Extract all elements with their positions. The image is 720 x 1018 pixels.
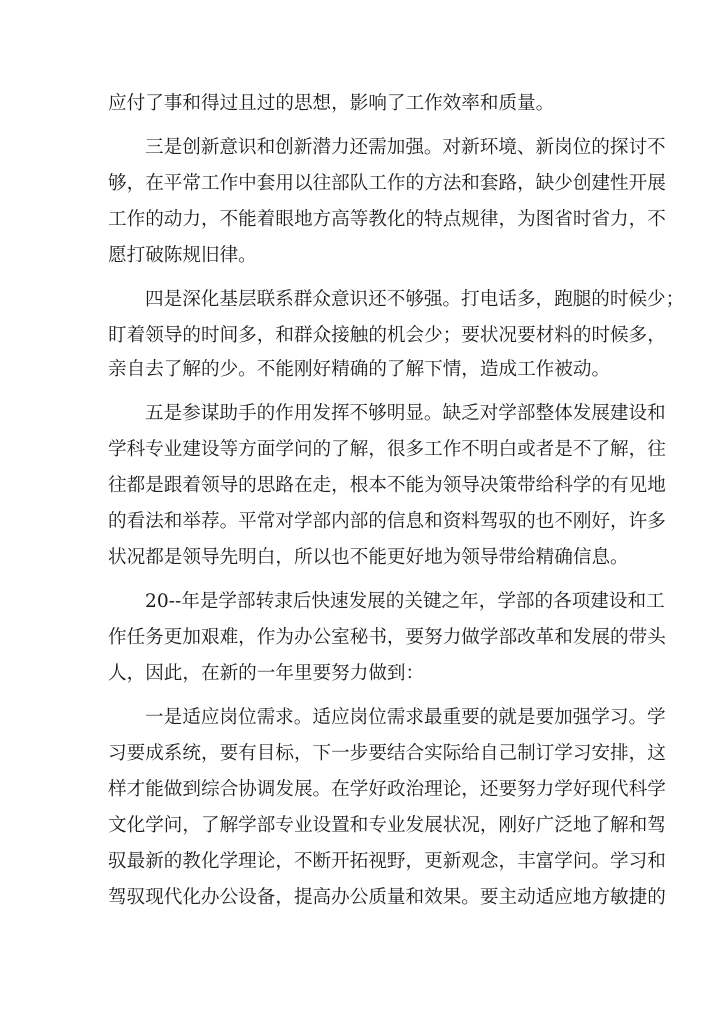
text-line: 作任务更加艰难，作为办公室秘书，要努力做学部改革和发展的带头 (108, 627, 666, 648)
text-line: 愿打破陈规旧律。 (108, 245, 257, 266)
text-line: 状况都是领导先明白，所以也不能更好地为领导带给精确信息。 (108, 547, 629, 568)
text-line: 文化学问，了解学部专业设置和专业发展状况，刚好广泛地了解和驾 (108, 815, 666, 836)
text-line: 亲自去了解的少。不能刚好精确的了解下情，造成工作被动。 (108, 359, 611, 380)
text-line: 样才能做到综合协调发展。在学好政治理论，还要努力学好现代科学 (108, 779, 666, 800)
text-line: 往都是跟着领导的思路在走，根本不能为领导决策带给科学的有见地 (108, 475, 666, 496)
text-line: 应付了事和得过且过的思想，影响了工作效率和质量。 (108, 93, 555, 114)
text-line: 够，在平常工作中套用以往部队工作的方法和套路，缺少创建性开展 (108, 173, 666, 194)
text-line: 的看法和举荐。平常对学部内部的信息和资料驾驭的也不刚好，许多 (108, 511, 666, 532)
paragraph-start-line: 四是深化基层联系群众意识还不够强。打电话多，跑腿的时候少； (145, 289, 685, 310)
text-line: 学科专业建设等方面学问的了解，很多工作不明白或者是不了解，往 (108, 439, 666, 460)
paragraph-start-line: 三是创新意识和创新潜力还需加强。对新环境、新岗位的探讨不 (145, 137, 666, 158)
text-line: 工作的动力，不能着眼地方高等教化的特点规律，为图省时省力，不 (108, 209, 666, 230)
text-line: 驭最新的教化学理论，不断开拓视野，更新观念，丰富学问。学习和 (108, 851, 666, 872)
text-line: 人，因此，在新的一年里要努力做到： (108, 663, 425, 684)
paragraph-start-line: 20--年是学部转隶后快速发展的关键之年，学部的各项建设和工 (145, 591, 665, 612)
text-line: 驾驭现代化办公设备，提高办公质量和效果。要主动适应地方敏捷的 (108, 887, 666, 908)
paragraph-start-line: 五是参谋助手的作用发挥不够明显。缺乏对学部整体发展建设和 (145, 403, 666, 424)
paragraph-start-line: 一是适应岗位需求。适应岗位需求最重要的就是要加强学习。学 (145, 707, 666, 728)
text-line: 盯着领导的时间多，和群众接触的机会少；要状况要材料的时候多， (108, 325, 666, 346)
text-line: 习要成系统，要有目标，下一步要结合实际给自己制订学习安排，这 (108, 743, 666, 764)
